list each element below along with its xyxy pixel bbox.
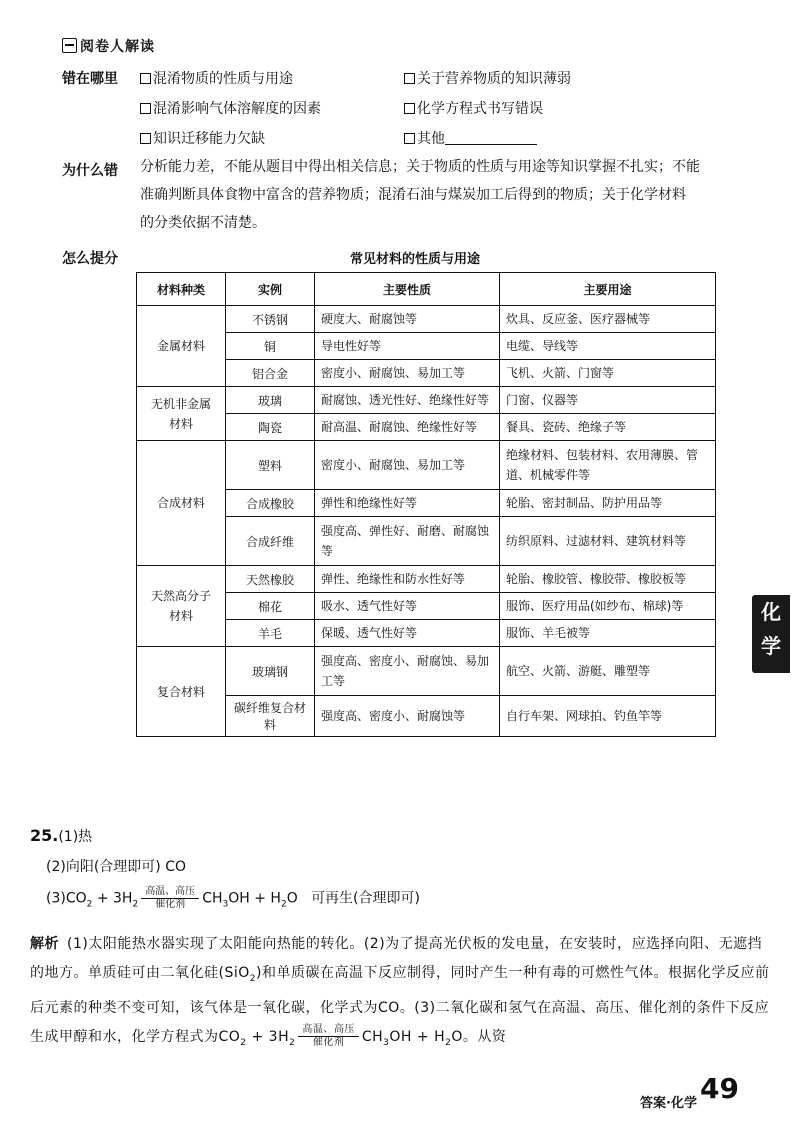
header-example: 实例 [226,273,315,306]
properties-cell: 强度高、密度小、耐腐蚀、易加工等 [315,647,500,696]
category-cell: 天然高分子 材料 [137,566,226,647]
example-cell: 铝合金 [226,360,315,387]
checkbox[interactable] [140,73,151,84]
properties-cell: 弹性、绝缘性和防水性好等 [315,566,500,593]
why-wrong-label: 为什么错 [62,163,118,179]
properties-cell: 硬度大、耐腐蚀等 [315,306,500,333]
properties-cell: 弹性和绝缘性好等 [315,490,500,517]
properties-cell: 强度高、弹性好、耐磨、耐腐蚀等 [315,517,500,566]
option-3[interactable]: 混淆影响气体溶解度的因素 [140,98,321,118]
section-header [62,36,155,56]
why-wrong-text: 分析能力差，不能从题目中得出相关信息；关于物质的性质与用途等知识掌握不扎实；不能 准确判断具体食物中富含的营养物质；混淆石油与煤炭加工后得到的物质；关于化学材料 的分类依据不清楚。 [140,159,700,231]
category-cell: 金属材料 [137,306,226,387]
category-cell: 无机非金属 材料 [137,387,226,441]
checkbox[interactable] [404,73,415,84]
table-row [137,647,716,696]
properties-cell: 导电性好等 [315,333,500,360]
uses-cell: 航空、火箭、游艇、雕塑等 [500,647,716,696]
example-cell: 塑料 [226,441,315,490]
materials-table [136,272,716,737]
table-row [137,387,716,414]
analysis-tag: 解析 [30,936,59,952]
example-cell: 铜 [226,333,315,360]
category-cell: 合成材料 [137,441,226,566]
example-cell: 棉花 [226,593,315,620]
table-row [137,441,716,490]
option-5[interactable]: 知识迁移能力欠缺 [140,128,265,148]
uses-cell: 自行车架、网球拍、钓鱼竿等 [500,696,716,737]
properties-cell: 密度小、耐腐蚀、易加工等 [315,441,500,490]
table-row [137,306,716,333]
header-category: 材料种类 [137,273,226,306]
properties-cell: 保暖、透气性好等 [315,620,500,647]
subject-tab: 化 学 [752,595,790,673]
page-number: 49 [700,1072,739,1105]
uses-cell: 轮胎、橡胶管、橡胶带、橡胶板等 [500,566,716,593]
checkbox[interactable] [140,133,151,144]
properties-cell: 强度高、密度小、耐腐蚀等 [315,696,500,737]
improve-label: 怎么提分 [62,251,118,267]
example-cell: 合成纤维 [226,517,315,566]
where-wrong-label: 错在哪里 [62,71,118,87]
option-6[interactable]: 其他 [404,128,537,148]
reviewer-icon [62,38,77,53]
uses-cell: 服饰、医疗用品(如纱布、棉球)等 [500,593,716,620]
checkbox[interactable] [140,103,151,114]
option-2[interactable]: 关于营养物质的知识薄弱 [404,68,571,88]
properties-cell: 吸水、透气性好等 [315,593,500,620]
reaction-condition: $\frac{\text{高温、高压}}{\text{催化剂}}$ [141,886,199,911]
reaction-condition: $\frac{\text{高温、高压}}{\text{催化剂}}$ [298,1024,359,1049]
option-4[interactable]: 化学方程式书写错误 [404,98,543,118]
q25-part1: 25.(1)热 [30,826,93,845]
example-cell: 不锈钢 [226,306,315,333]
option-1[interactable]: 混淆物质的性质与用途 [140,68,293,88]
uses-cell: 餐具、瓷砖、绝缘子等 [500,414,716,441]
footer-label: 答案·化学 [640,1096,697,1111]
properties-cell: 耐腐蚀、透光性好、绝缘性好等 [315,387,500,414]
table-row [137,566,716,593]
q25-part2: (2)向阳(合理即可) CO [46,859,186,875]
properties-cell: 密度小、耐腐蚀、易加工等 [315,360,500,387]
example-cell: 合成橡胶 [226,490,315,517]
q25-part3: $(3)CO_2 + 3H_2$ $\frac{\text{高温、高压}}{\text{催化剂}}$ $CH_3OH + H_2O$ 可再生(合理即可) [46,886,420,910]
properties-cell: 耐高温、耐腐蚀、绝缘性好等 [315,414,500,441]
section-title: 阅卷人解读 [80,39,155,55]
analysis-paragraph: 解析 (1)太阳能热水器实现了太阳能向热能的转化。(2)为了提高光伏板的发电量，在安装时，应选择向阳、无遮挡的地方。单质硅可由二氧化硅(SiO$_2$)和单质碳在高温下反应制得，同时产生一种有毒的可燃性气体。根据化学反应前后元素的种类不变可知，该气体是一氧化碳，化学式为CO。(3)二氧化碳和氢气在高温、高压、催化剂的条件下反应生成甲醇和水，化学方程式为$CO_2 + 3H_2$ $\frac{\text{高温、高压}}{\text{催化剂}}$ $CH_3OH + H_2O$。从资 [30,936,770,1049]
checkbox[interactable] [404,133,415,144]
example-cell: 玻璃 [226,387,315,414]
uses-cell: 绝缘材料、包装材料、农用薄膜、管道、机械零件等 [500,441,716,490]
example-cell: 玻璃钢 [226,647,315,696]
uses-cell: 飞机、火箭、门窗等 [500,360,716,387]
table-title: 常见材料的性质与用途 [350,252,481,267]
header-properties: 主要性质 [315,273,500,306]
uses-cell: 电缆、导线等 [500,333,716,360]
uses-cell: 炊具、反应釜、医疗器械等 [500,306,716,333]
category-cell: 复合材料 [137,647,226,737]
example-cell: 碳纤维复合材料 [226,696,315,737]
example-cell: 天然橡胶 [226,566,315,593]
uses-cell: 轮胎、密封制品、防护用品等 [500,490,716,517]
blank-line [445,130,537,145]
uses-cell: 门窗、仪器等 [500,387,716,414]
header-uses: 主要用途 [500,273,716,306]
example-cell: 羊毛 [226,620,315,647]
uses-cell: 服饰、羊毛被等 [500,620,716,647]
uses-cell: 纺织原料、过滤材料、建筑材料等 [500,517,716,566]
example-cell: 陶瓷 [226,414,315,441]
checkbox[interactable] [404,103,415,114]
